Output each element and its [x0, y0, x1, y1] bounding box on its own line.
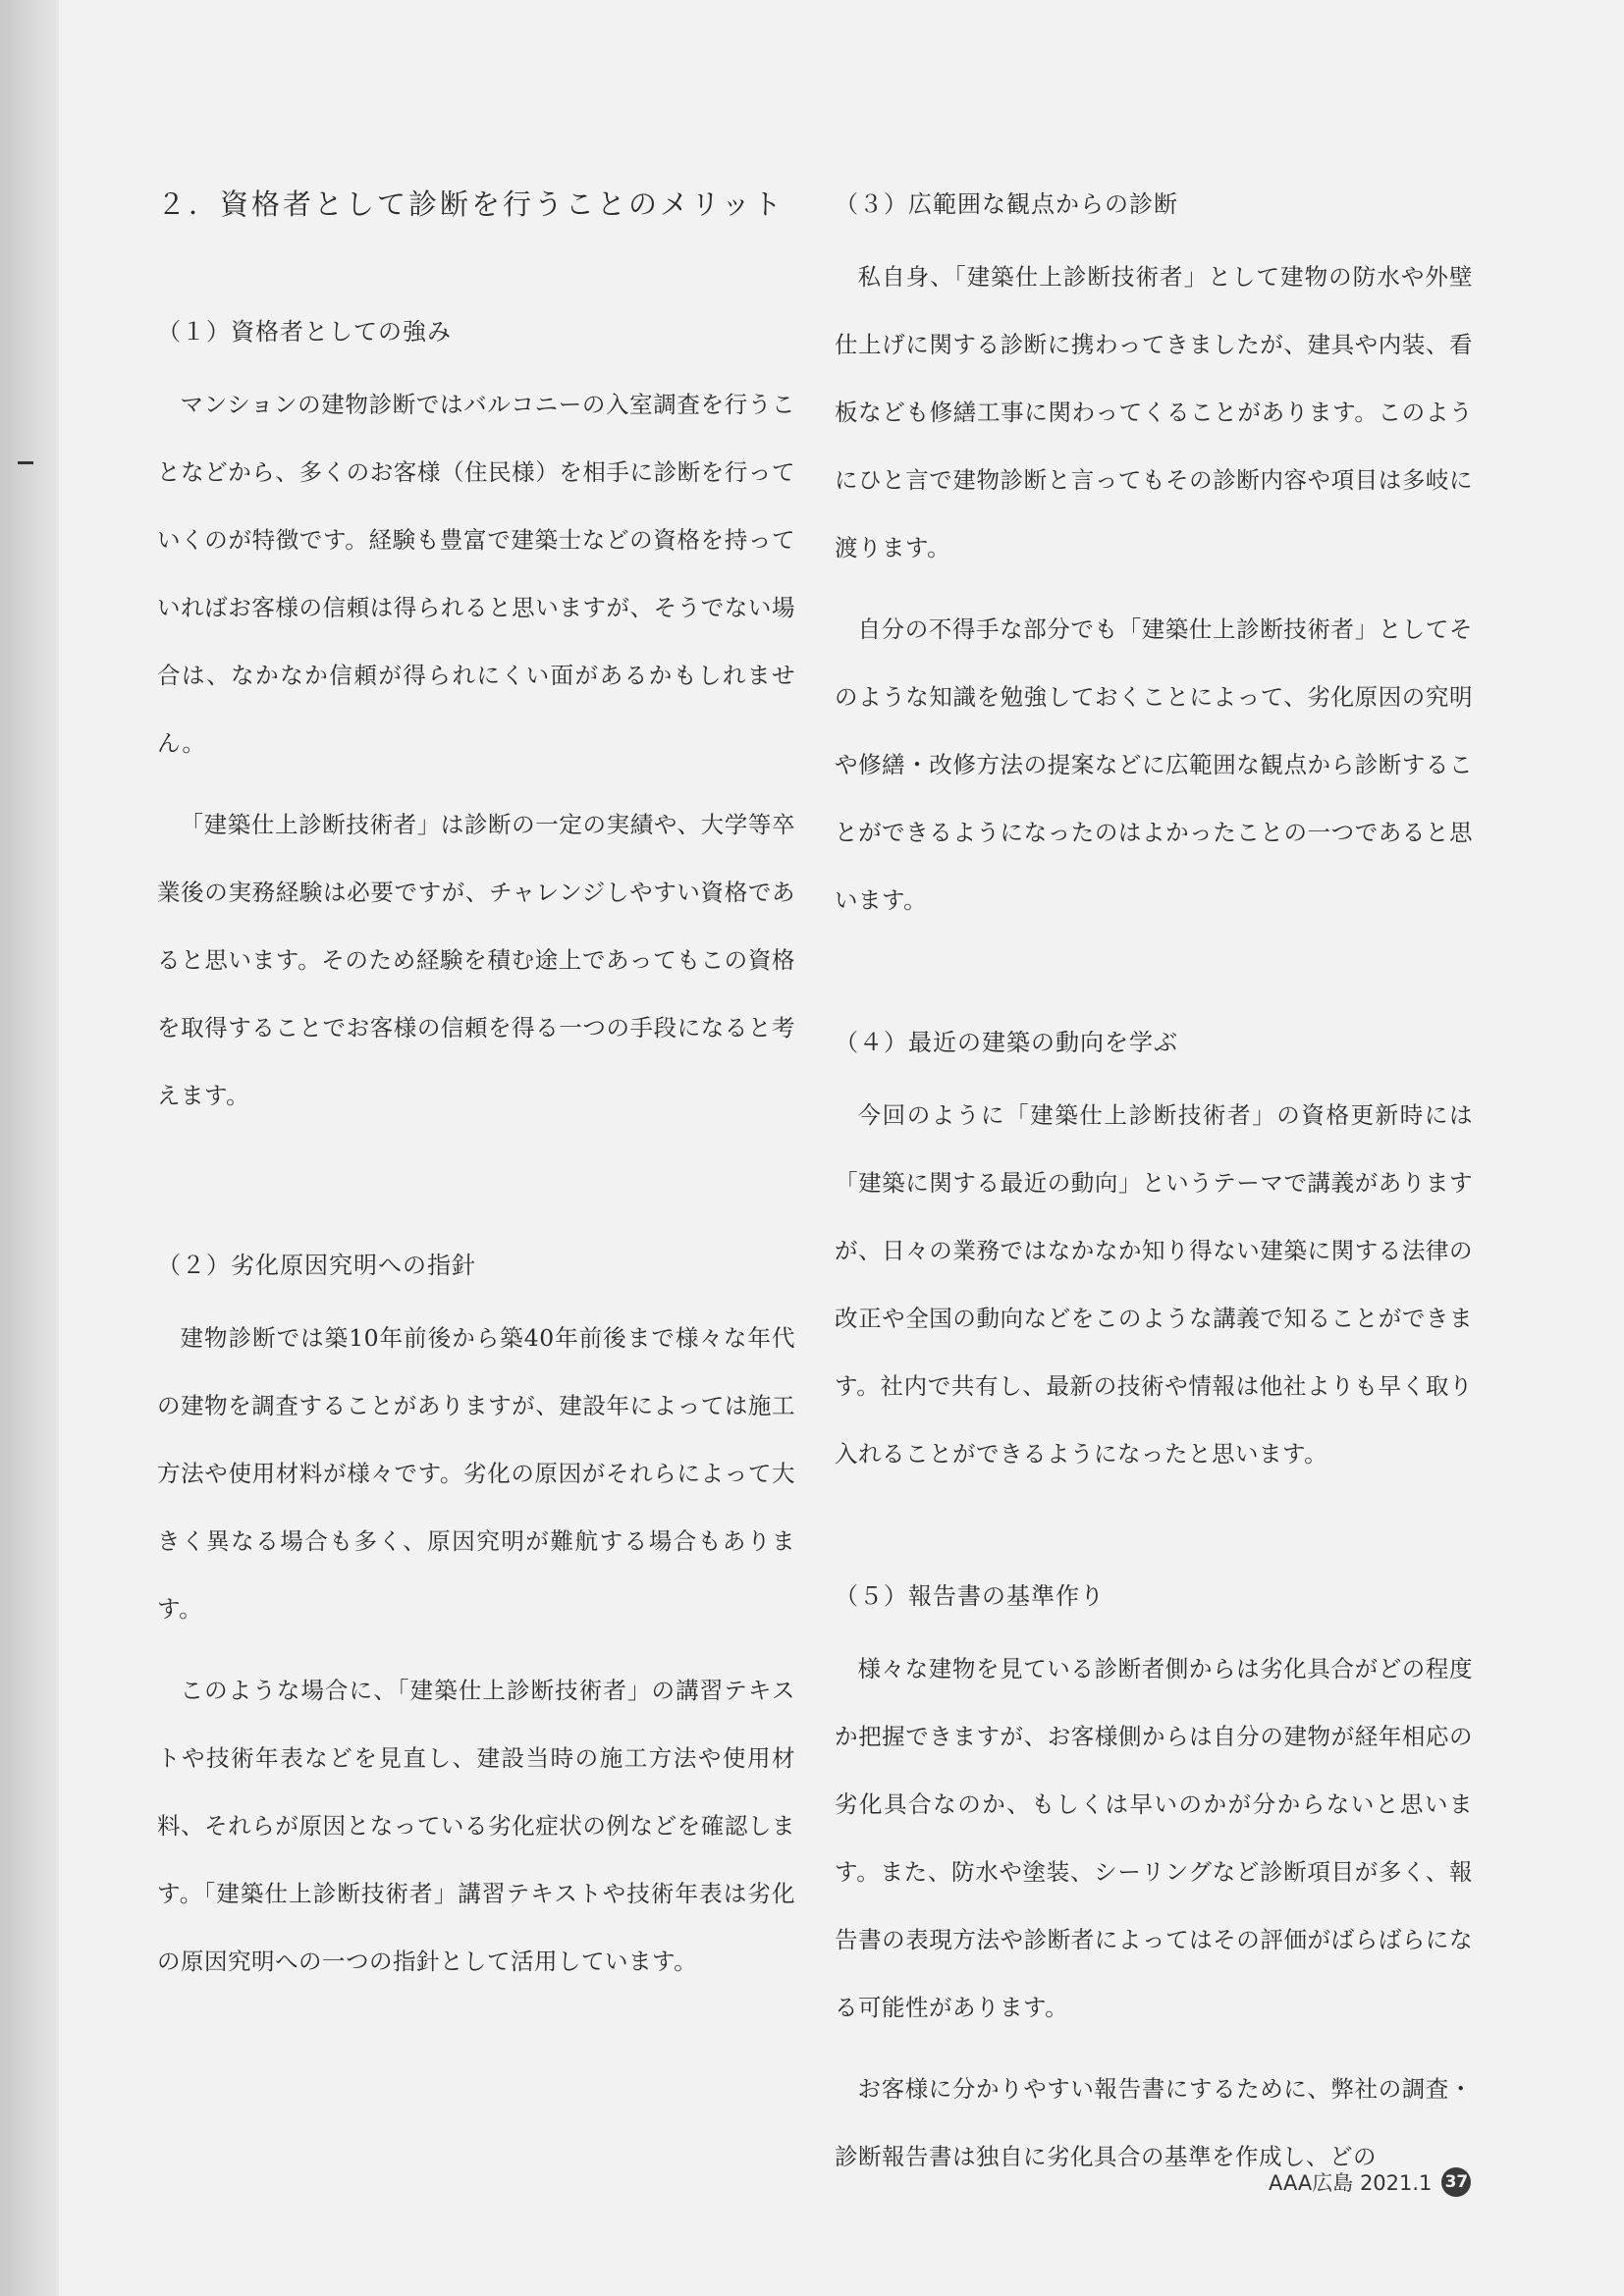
spacer [835, 948, 1473, 1023]
paragraph: マンションの建物診断ではバルコニーの入室調査を行うことなどから、多くのお客様（住民様）を相手に診断を行っていくのが特徴です。経験も豊富で建築士などの資格を持っていればお客様の信頼は得られると思いますが、そうでない場合は、なかなか信頼が得られにくい面があるかもしれません。 [157, 391, 795, 757]
publication-label: AAA広島 2021.1 [1269, 2171, 1433, 2195]
binding-mark [18, 461, 33, 464]
spacer [835, 1502, 1473, 1576]
subsection-title-3: （３）広範囲な観点からの診断 [835, 190, 1178, 218]
paragraph: 自分の不得手な部分でも「建築仕上診断技術者」としてそのような知識を勉強しておくことによって、劣化原因の究明や修繕・改修方法の提案などに広範囲な観点から診断することができるようになったのはよかったことの一つであると思います。 [835, 615, 1473, 914]
page-footer [1269, 2167, 1471, 2197]
paragraph: 私自身、「建築仕上診断技術者」として建物の防水や外壁仕上げに関する診断に携わってきましたが、建具や内装、看板なども修繕工事に関わってくることがあります。このようにひと言で建物診断と言ってもその診断内容や項目は多岐に渡ります。 [835, 263, 1473, 561]
subsection-title-5: （５）報告書の基準作り [835, 1582, 1105, 1610]
paragraph: 様々な建物を見ている診断者側からは劣化具合がどの程度か把握できますが、お客様側からは自分の建物が経年相応の劣化具合なのか、もしくは早いのかが分からないと思います。また、防水や塗装、シーリングなど診断項目が多く、報告書の表現方法や診断者によってはその評価がばらばらになる可能性があります。 [835, 1655, 1473, 2021]
paragraph: お客様に分かりやすい報告書にするために、弊社の調査・診断報告書は独自に劣化具合の基準を作成し、どの [835, 2075, 1473, 2170]
paragraph: 今回のように「建築仕上診断技術者」の資格更新時には「建築に関する最近の動向」というテーマで講義がありますが、日々の業務ではなかなか知り得ない建築に関する法律の改正や全国の動向などをこのような講義で知ることができます。社内で共有し、最新の技術や情報は他社よりも早く取り入れることができるようになったと思います。 [835, 1101, 1473, 1468]
subsection-title-4: （４）最近の建築の動向を学ぶ [835, 1029, 1178, 1056]
paragraph: 建物診断では築10年前後から築40年前後まで様々な年代の建物を調査することがありますが、建設年によっては施工方法や使用材料が様々です。劣化の原因がそれらによって大きく異なる場合も多く、原因究明が難航する場合もあります。 [157, 1324, 795, 1623]
left-column [157, 185, 795, 2009]
subsection-title-2: （２）劣化原因究明への指針 [157, 1252, 476, 1279]
page-number-badge: 37 [1441, 2167, 1471, 2197]
subsection-title-1: （１）資格者としての強み [157, 318, 452, 346]
binding-shadow [0, 0, 59, 2296]
paragraph: 「建築仕上診断技術者」は診断の一定の実績や、大学等卒業後の実務経験は必要ですが、チャレンジしやすい資格であると思います。そのため経験を積む途上であってもこの資格を取得することでお客様の信頼を得る一つの手段になると考えます。 [157, 811, 795, 1109]
section-title: ２．資格者として診断を行うことのメリット [157, 187, 785, 221]
spacer [157, 1144, 795, 1246]
right-column [835, 185, 1473, 2205]
paragraph: このような場合に、「建築仕上診断技術者」の講習テキストや技術年表などを見直し、建設当時の施工方法や使用材料、それらが原因となっている劣化症状の例などを確認します。「建築仕上診断技術者」講習テキストや技術年表は劣化の原因究明への一つの指針として活用しています。 [157, 1677, 795, 1975]
